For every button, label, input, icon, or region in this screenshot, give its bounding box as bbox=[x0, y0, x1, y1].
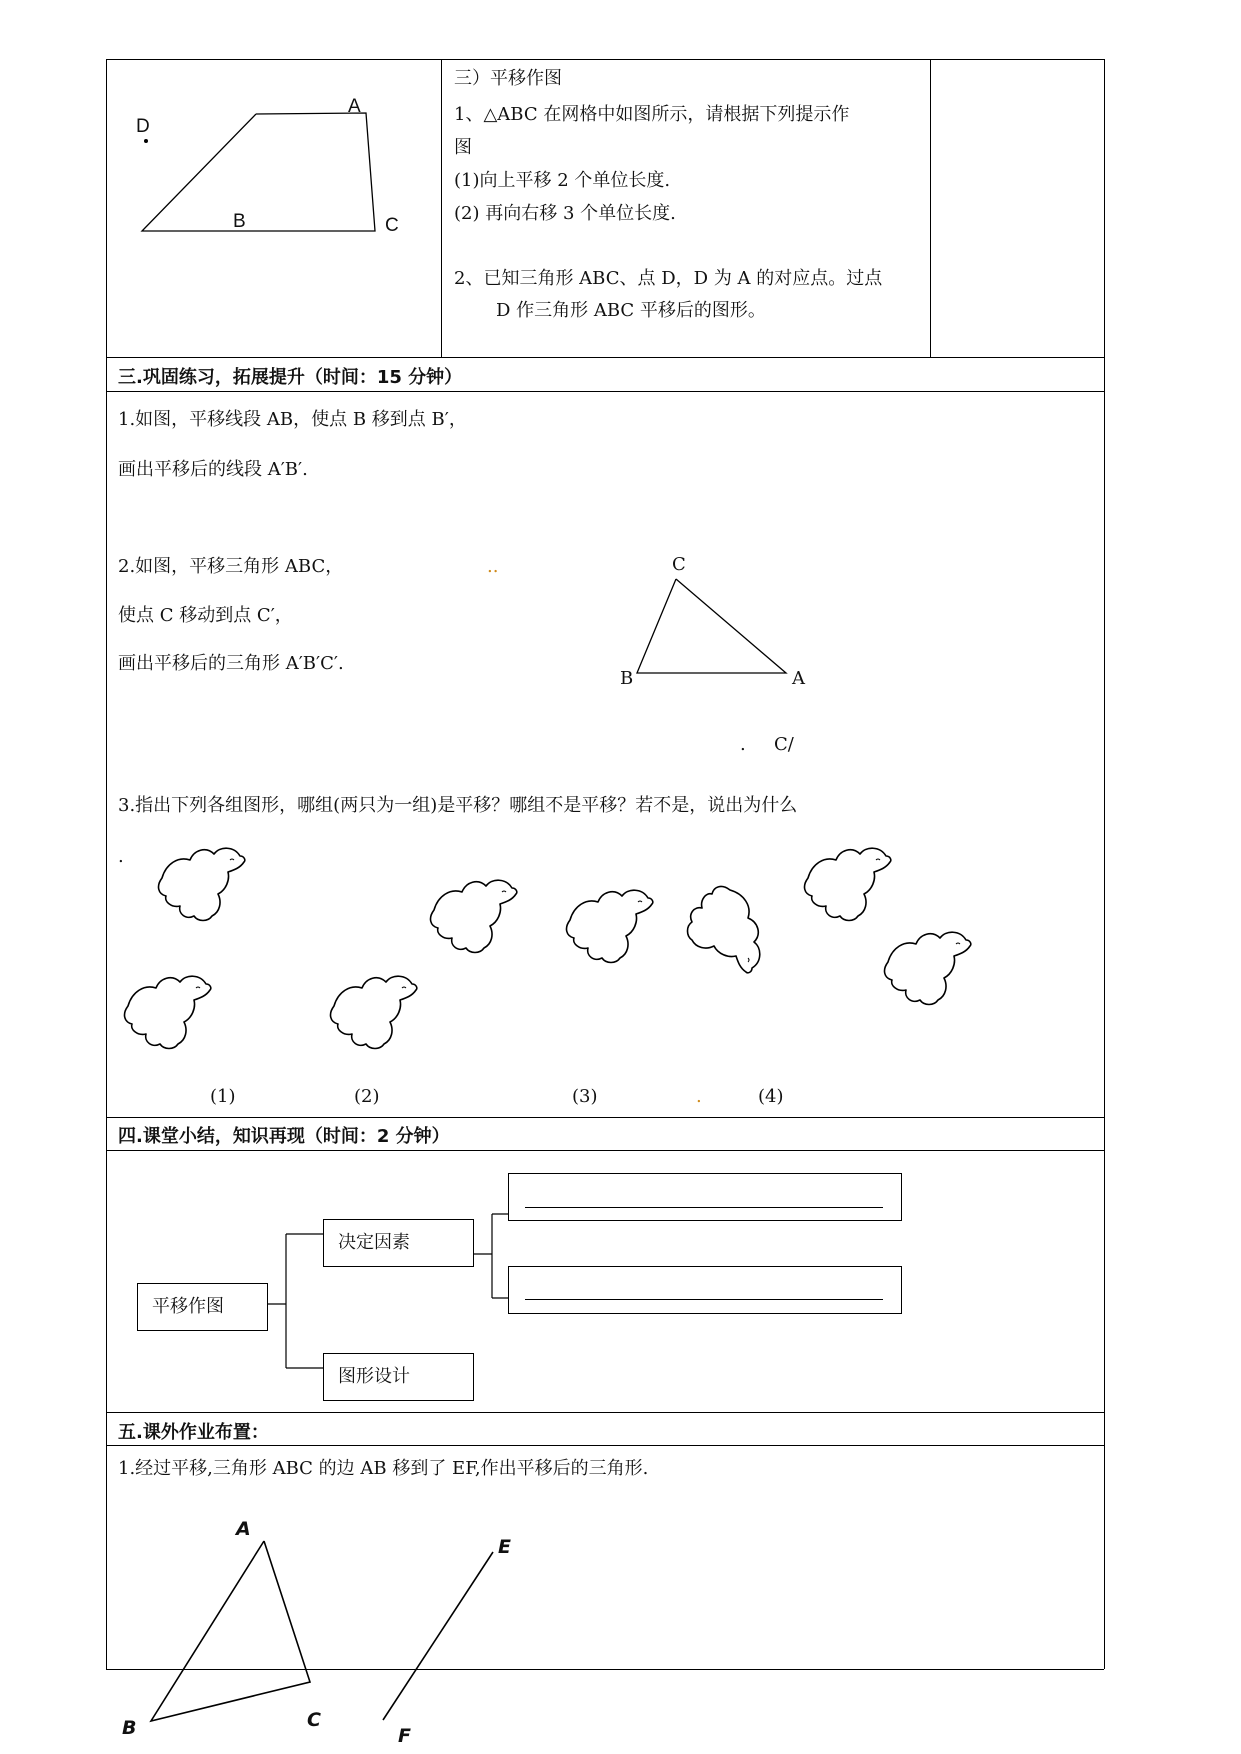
exercise3-line1: 3.指出下列各组图形，哪组(两只为一组)是平移？哪组不是平移？若不是，说出为什么 bbox=[118, 795, 798, 816]
mindmap-root-label: 平移作图 bbox=[152, 1296, 224, 1317]
exercise2-dots: .. bbox=[487, 556, 499, 577]
question2-text: 2、已知三角形 ABC、点 D，D 为 A 的对应点。过点 bbox=[454, 268, 883, 289]
dove-shape bbox=[431, 880, 517, 952]
question1-text-cont: 图 bbox=[454, 137, 472, 158]
row-divider bbox=[106, 1412, 1104, 1413]
dove-shape bbox=[125, 976, 211, 1048]
dove-shape bbox=[159, 848, 245, 920]
mindmap-branch1-label: 决定因素 bbox=[338, 1232, 410, 1253]
answer-line-1 bbox=[525, 1207, 883, 1208]
dove-figures bbox=[110, 830, 1010, 1080]
exercise2-line3: 画出平移后的三角形 A′B′C′. bbox=[118, 653, 344, 674]
homework-label-a: A bbox=[236, 1518, 251, 1540]
group-label-3: (3) bbox=[572, 1086, 598, 1107]
homework-label-e: E bbox=[498, 1536, 511, 1558]
exercise2-label-b: B bbox=[620, 668, 634, 689]
homework-label-b: B bbox=[122, 1717, 137, 1739]
homework1-text: 1.经过平移,三角形 ABC 的边 AB 移到了 EF,作出平移后的三角形. bbox=[118, 1458, 649, 1479]
exercise2-line1: 2.如图，平移三角形 ABC， bbox=[118, 556, 344, 577]
dove-shape bbox=[331, 976, 417, 1048]
exercise2-label-a: A bbox=[792, 668, 805, 689]
label-b: B bbox=[233, 211, 246, 232]
triangle-abc-homework bbox=[151, 1541, 310, 1721]
row-divider bbox=[106, 1150, 1104, 1151]
section4-header: 四.课堂小结，知识再现（时间：2 分钟） bbox=[118, 1126, 450, 1147]
mindmap-root-box bbox=[137, 1283, 268, 1331]
section-title: 三）平移作图 bbox=[454, 68, 562, 89]
dove-shape bbox=[885, 932, 971, 1004]
answer-line-2 bbox=[525, 1299, 883, 1300]
column-divider-2 bbox=[930, 59, 931, 357]
exercise2-line2: 使点 C 移动到点 C′， bbox=[118, 605, 293, 626]
section5-header: 五.课外作业布置： bbox=[118, 1422, 269, 1443]
question1-text: 1、△ABC 在网格中如图所示，请根据下列提示作 bbox=[454, 104, 850, 125]
dove-shape bbox=[805, 848, 891, 920]
exercise2-label-c: C bbox=[672, 554, 686, 575]
mindmap-branch-box bbox=[323, 1219, 474, 1267]
table-right-border bbox=[1104, 59, 1105, 1669]
exercise1-line1: 1.如图，平移线段 AB，使点 B 移到点 B′， bbox=[118, 409, 467, 430]
group-label-1: (1) bbox=[210, 1086, 236, 1107]
question1-step2: (2) 再向右移 3 个单位长度. bbox=[454, 203, 676, 224]
row-divider bbox=[106, 357, 1104, 358]
question2-text-cont: D 作三角形 ABC 平移后的图形。 bbox=[496, 300, 766, 321]
row-divider bbox=[106, 391, 1104, 392]
table-top-border bbox=[106, 59, 1104, 60]
triangle-abc-shape bbox=[142, 113, 375, 231]
exercise2-label-c-prime: C/ bbox=[774, 734, 794, 755]
exercise3-dot: . bbox=[118, 846, 124, 867]
dove-shape bbox=[567, 890, 653, 962]
table-left-border bbox=[106, 59, 107, 1669]
homework-label-c: C bbox=[307, 1709, 321, 1731]
group-label-2: (2) bbox=[354, 1086, 380, 1107]
homework-figure bbox=[140, 1535, 540, 1745]
row-divider bbox=[106, 1445, 1104, 1446]
mindmap-branch-box bbox=[323, 1353, 474, 1401]
homework-label-f: F bbox=[398, 1725, 411, 1747]
question1-step1: (1)向上平移 2 个单位长度. bbox=[454, 170, 671, 191]
exercise2-point-dot: . bbox=[740, 734, 746, 755]
label-c: C bbox=[385, 215, 399, 236]
answer-box-2[interactable] bbox=[508, 1266, 902, 1314]
mindmap-branch2-label: 图形设计 bbox=[338, 1366, 410, 1387]
triangle-shape bbox=[637, 579, 786, 673]
group-label-4: (4) bbox=[758, 1086, 784, 1107]
row-divider bbox=[106, 1117, 1104, 1118]
triangle-abc-exercise2 bbox=[620, 570, 800, 680]
point-d bbox=[144, 139, 148, 143]
label-a: A bbox=[348, 96, 361, 117]
segment-ef bbox=[383, 1552, 493, 1720]
section3-header: 三.巩固练习，拓展提升（时间：15 分钟） bbox=[118, 367, 463, 388]
exercise1-line2: 画出平移后的线段 A′B′. bbox=[118, 459, 308, 480]
dove-shape-rotated bbox=[688, 887, 760, 973]
triangle-abc-figure bbox=[120, 90, 420, 250]
column-divider-1 bbox=[441, 59, 442, 357]
label-d: D bbox=[136, 116, 150, 137]
stray-dot: . bbox=[696, 1086, 702, 1107]
answer-box-1[interactable] bbox=[508, 1173, 902, 1221]
